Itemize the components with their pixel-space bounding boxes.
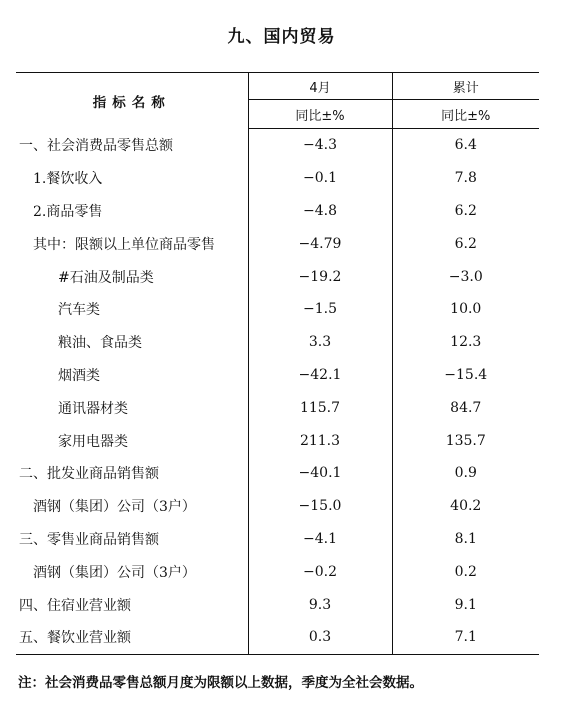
cumulative-yoy-value: 6.2 [454,235,477,252]
indicator-name: 2.商品零售 [16,195,248,228]
april-yoy-value: 115.7 [248,391,392,424]
april-yoy-value: −4.1 [248,523,392,556]
table-row [16,195,539,228]
header-cumulative: 累计 [392,73,539,100]
indicator-name: 酒钢（集团）公司（3户） [16,490,248,523]
april-yoy-value: −1.5 [248,293,392,326]
cumulative-yoy-value: 7.8 [454,170,477,187]
table-row [16,588,539,621]
indicator-name: 其中：限额以上单位商品零售 [16,227,248,260]
cumulative-yoy-value: −3.0 [448,268,483,285]
indicator-name: 家用电器类 [16,424,248,457]
april-yoy-value: −15.0 [248,490,392,523]
table-row [16,457,539,490]
indicator-name: 一、社会消费品零售总额 [16,129,248,162]
cumulative-yoy-value: 0.2 [454,563,477,580]
cumulative-yoy-value: 9.1 [454,596,477,613]
indicator-name: 粮油、食品类 [16,326,248,359]
table-body [16,129,539,655]
april-yoy-value: −19.2 [248,260,392,293]
april-yoy-value: −0.2 [248,555,392,588]
table-row [16,424,539,457]
cumulative-yoy-value: 6.2 [454,202,477,219]
april-yoy-value: 0.3 [248,621,392,654]
table-row [16,326,539,359]
indicator-name: 汽车类 [16,293,248,326]
cumulative-yoy-value: 10.0 [450,301,482,318]
table-row [16,391,539,424]
indicator-name: 通讯器材类 [16,391,248,424]
april-yoy-value: −4.79 [248,227,392,260]
indicator-name: 二、批发业商品销售额 [16,457,248,490]
indicator-name: 1.餐饮收入 [16,162,248,195]
cumulative-yoy-value: 7.1 [392,621,539,654]
cumulative-yoy-value: 135.7 [445,432,486,449]
header-april: 4月 [248,73,392,100]
table-row [16,555,539,588]
trade-table [16,72,539,655]
table-row [16,162,539,195]
page-title: 九、国内贸易 [227,27,336,47]
table-row [16,523,539,556]
table-row [16,621,539,654]
indicator-name: 三、零售业商品销售额 [16,523,248,556]
cumulative-yoy-value: 12.3 [450,334,482,351]
header-april-yoy: 同比±% [248,100,392,129]
header-indicator: 指标名称 [16,73,248,129]
april-yoy-value: −4.8 [248,195,392,228]
indicator-name: 烟酒类 [16,359,248,392]
cumulative-yoy-value: 84.7 [450,399,482,416]
april-yoy-value: 9.3 [248,588,392,621]
april-yoy-value: −4.3 [248,129,392,162]
table-row [16,359,539,392]
april-yoy-value: 3.3 [248,326,392,359]
april-yoy-value: −42.1 [248,359,392,392]
table-row [16,260,539,293]
footnote: 注：社会消费品零售总额月度为限额以上数据，季度为全社会数据。 [18,675,423,691]
table-row [16,490,539,523]
cumulative-yoy-value: −15.4 [444,366,488,383]
april-yoy-value: −40.1 [248,457,392,490]
table-row [16,227,539,260]
indicator-name: 五、餐饮业营业额 [16,621,248,654]
indicator-name: 酒钢（集团）公司（3户） [16,555,248,588]
cumulative-yoy-value: 40.2 [450,498,482,515]
april-yoy-value: 211.3 [248,424,392,457]
cumulative-yoy-value: 8.1 [454,530,477,547]
cumulative-yoy-value: 0.9 [454,465,477,482]
header-cumulative-yoy: 同比±% [392,100,539,129]
indicator-name: 四、住宿业营业额 [16,588,248,621]
table-row [16,293,539,326]
april-yoy-value: −0.1 [248,162,392,195]
indicator-name: #石油及制品类 [16,260,248,293]
table-row [16,129,539,162]
cumulative-yoy-value: 6.4 [454,137,477,154]
